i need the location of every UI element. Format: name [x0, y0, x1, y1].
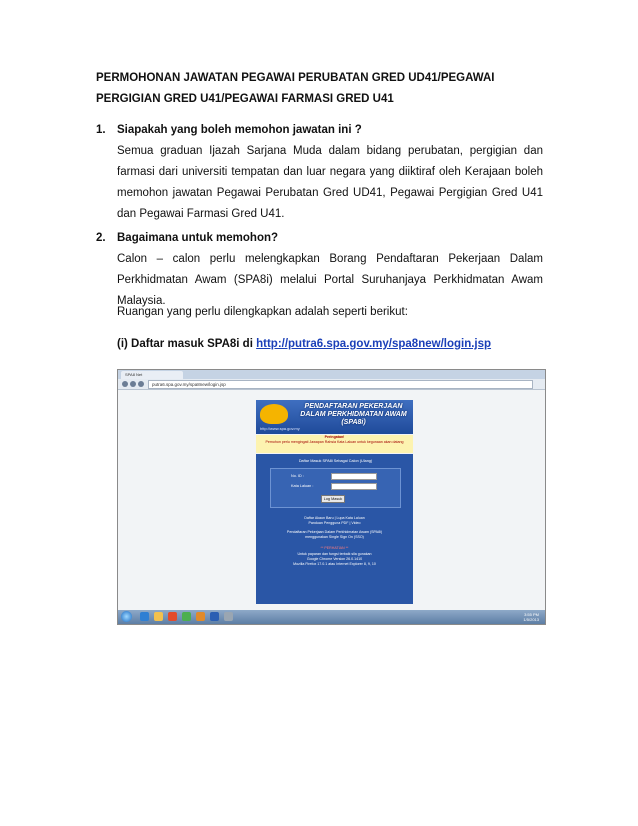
warning-heading: ** PERHATIAN **: [320, 546, 349, 550]
section-1-heading: [96, 120, 362, 141]
forward-icon: [130, 381, 136, 387]
browser-screenshot: [117, 369, 546, 625]
browser-viewport: [118, 390, 545, 610]
browser-toolbar: [118, 379, 545, 390]
id-label: No. ID :: [291, 474, 304, 478]
back-icon: [122, 381, 128, 387]
clock-time: 3:55 PM: [524, 612, 539, 617]
step-label: (i) Daftar masuk SPA8i di: [117, 338, 257, 350]
register-link-line: Daftar Akaun Baru | Lupa Kata Laluan: [304, 516, 365, 520]
sso-line-1: Pendaftaran Pekerjaan Dalam Perkhidmatan Awam (SPA8i): [286, 530, 383, 534]
media-player-icon: [168, 612, 177, 621]
browser-tab-bar: [118, 370, 545, 379]
password-label: Kata Laluan :: [291, 484, 314, 488]
chrome-icon: [182, 612, 191, 621]
browser-tab: SPA8 Net: [121, 371, 183, 379]
banner-title: PENDAFTARAN PEKERJAAN DALAM PERKHIDMATAN AWAM (SPA8i): [300, 403, 407, 426]
warning-line-3: Mozilla Firefox 17.0.1 atau Internet Explorer 8, 9, 10: [293, 562, 376, 566]
id-input: [331, 473, 377, 480]
notice-heading: Peringatan!: [324, 435, 345, 439]
section-2-note: Ruangan yang perlu dilengkapkan adalah seperti berikut:: [117, 306, 408, 318]
notice-body: Pemohon perlu mengingati Jawapan Rahsia Kata Laluan untuk kegunaan akan datang: [265, 439, 404, 444]
section-2-heading: [96, 228, 278, 249]
taskbar-clock: [523, 612, 539, 622]
firefox-icon: [196, 612, 205, 621]
login-heading: Daftar Masuk SPA8i Sebagai Calon (Ulang): [298, 459, 373, 463]
guide-link-line: Panduan Pengguna PDF | Video: [308, 521, 361, 525]
section-number: 1.: [96, 124, 106, 136]
explorer-icon: [154, 612, 163, 621]
address-bar: putra6.spa.gov.my/spa8new/login.jsp: [148, 380, 533, 389]
password-input: [331, 483, 377, 490]
section-title: Bagaimana untuk memohon?: [117, 232, 279, 244]
ie-icon: [140, 612, 149, 621]
warning-line-1: Untuk paparan dan fungsi terbaik sila gunakan: [297, 552, 372, 556]
spa8i-banner: [256, 400, 413, 434]
login-button: Log Masuk: [321, 495, 345, 503]
login-panel: [256, 454, 413, 604]
windows-taskbar: [118, 610, 545, 624]
sso-line-2: menggunakan Single Sign On (SSO): [305, 535, 364, 539]
section-number: 2.: [96, 232, 106, 244]
warning-line-2: Google Chrome Version 26.0.1410: [306, 557, 363, 561]
login-form: [270, 459, 401, 508]
notice-box: [256, 435, 413, 453]
spa8i-login-link[interactable]: http://putra6.spa.gov.my/spa8new/login.jsp: [256, 338, 492, 350]
app-icon: [224, 612, 233, 621]
section-2-body: Calon – calon perlu melengkapkan Borang Pendaftaran Pekerjaan Dalam Perkhidmatan Awam (SPA8i) melalui Portal Suruhanjaya Perkhidmatan Awam Malaysia.: [117, 253, 543, 307]
start-button-icon: [121, 611, 132, 622]
section-title: Siapakah yang boleh memohon jawatan ini ?: [117, 124, 362, 136]
spa-logo-icon: [260, 404, 288, 424]
word-icon: [210, 612, 219, 621]
clock-date: 1/5/2013: [523, 617, 539, 622]
banner-url: http://www.spa.gov.my: [260, 426, 300, 431]
reload-icon: [138, 381, 144, 387]
section-1-body: Semua graduan Ijazah Sarjana Muda dalam bidang perubatan, pergigian dan farmasi dari universiti tempatan dan luar negara yang diiktiraf oleh Kerajaan boleh memohon jawatan Pegawai Perubatan Gred UD41, Pegawai Pergigian Gred U41 dan Pegawai Farmasi Gred U41.: [117, 145, 543, 220]
document-title: PERMOHONAN JAWATAN PEGAWAI PERUBATAN GRED UD41/PEGAWAI PERGIGIAN GRED U41/PEGAWAI FARMASI GRED U41: [96, 72, 495, 105]
section-2-step: [117, 334, 543, 355]
